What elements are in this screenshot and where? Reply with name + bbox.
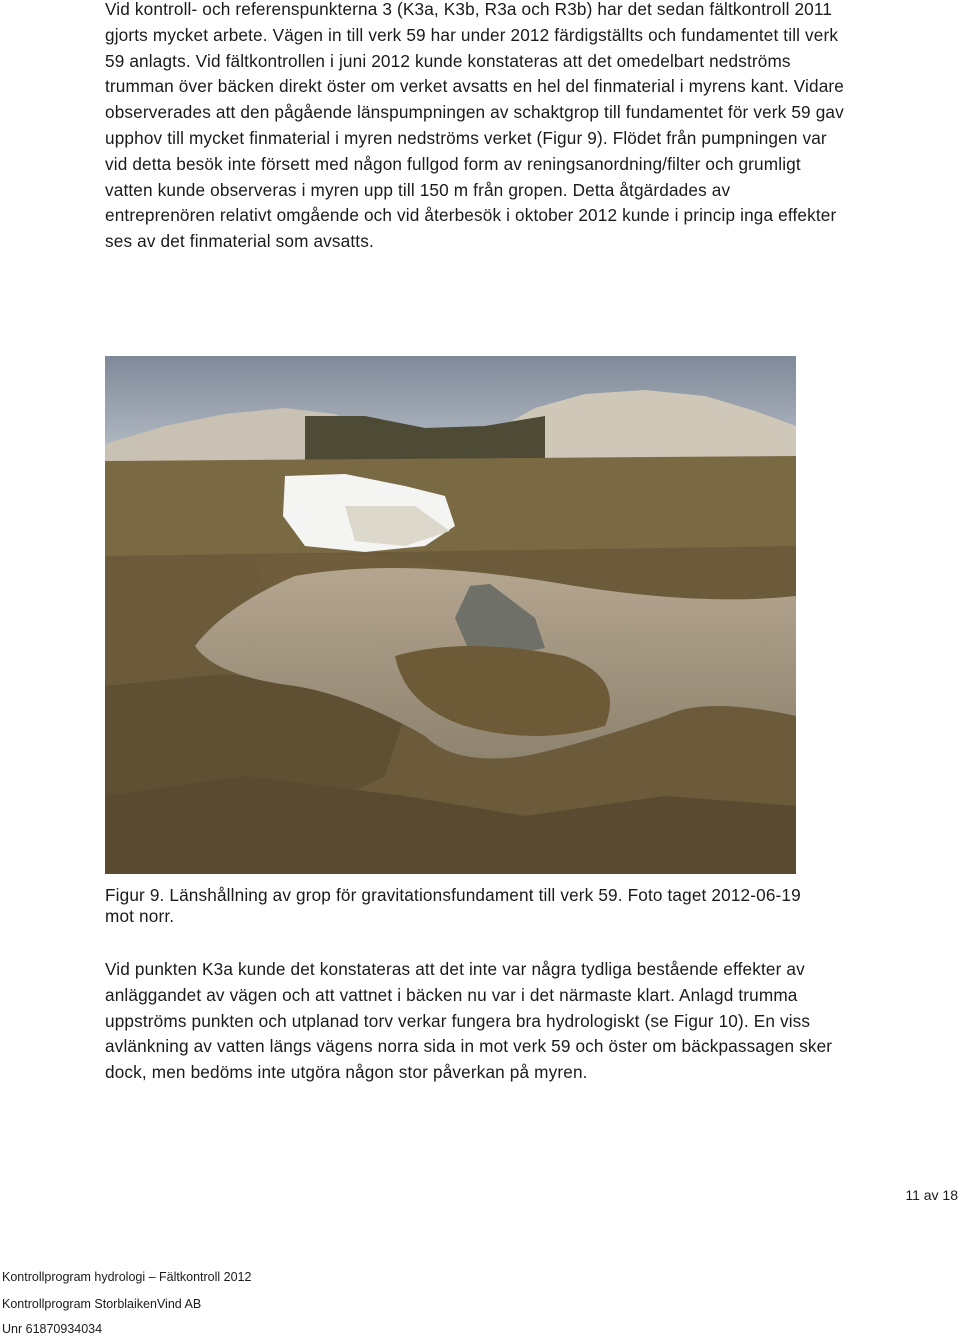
footer-line-1: Kontrollprogram hydrologi – Fältkontroll 2012: [2, 1270, 252, 1284]
footer-line-2: Kontrollprogram StorblaikenVind AB: [2, 1297, 202, 1311]
body-paragraph-2: Vid punkten K3a kunde det konstateras att det inte var några tydliga bestående effekter av anläggandet av vägen och att vattnet i bäcken nu var i det närmaste klart. Anlagd trumma uppströms punkten och utplanad torv verkar fungera bra hydrologiskt (se Figur 10). En viss avlänkning av vatten längs vägens norra sida in mot verk 59 och öster om bäckpassagen sker dock, men bedöms inte utgöra någon stor påverkan på myren.: [105, 959, 833, 1083]
figure-photo: [105, 356, 796, 874]
footer-line-3: Unr 61870934034: [2, 1322, 103, 1336]
body-paragraph-1: Vid kontroll- och referenspunkterna 3 (K3a, K3b, R3a och R3b) har det sedan fältkontroll 2011 gjorts mycket arbete. Vägen in till verk 59 har under 2012 färdigställts och fundamentet till verk 59 anlagts. Vid fältkontrollen i juni 2012 kunde konstateras att det omedelbart nedströms trumman över bäcken direkt öster om verket avsatts en hel del finmaterial i myrens kant. Vidare observerades att den pågående länspumpningen av schaktgrop till fundamentet för verk 59 gav upphov till mycket finmaterial i myren nedströms verket (Figur 9). Flödet från pumpningen var vid detta besök inte försett med någon fullgod form av reningsanordning/filter och grumligt vatten kunde observeras i myren upp till 150 m från gropen. Detta åtgärdades av entreprenören relativt omgående och vid återbesök i oktober 2012 kunde i princip inga effekter ses av det finmaterial som avsatts.: [105, 0, 844, 252]
figure-caption: Figur 9. Länshållning av grop för gravitationsfundament till verk 59. Foto taget 2012-06-19 mot norr.: [105, 885, 801, 926]
page-number: 11 av 18: [905, 1187, 958, 1203]
